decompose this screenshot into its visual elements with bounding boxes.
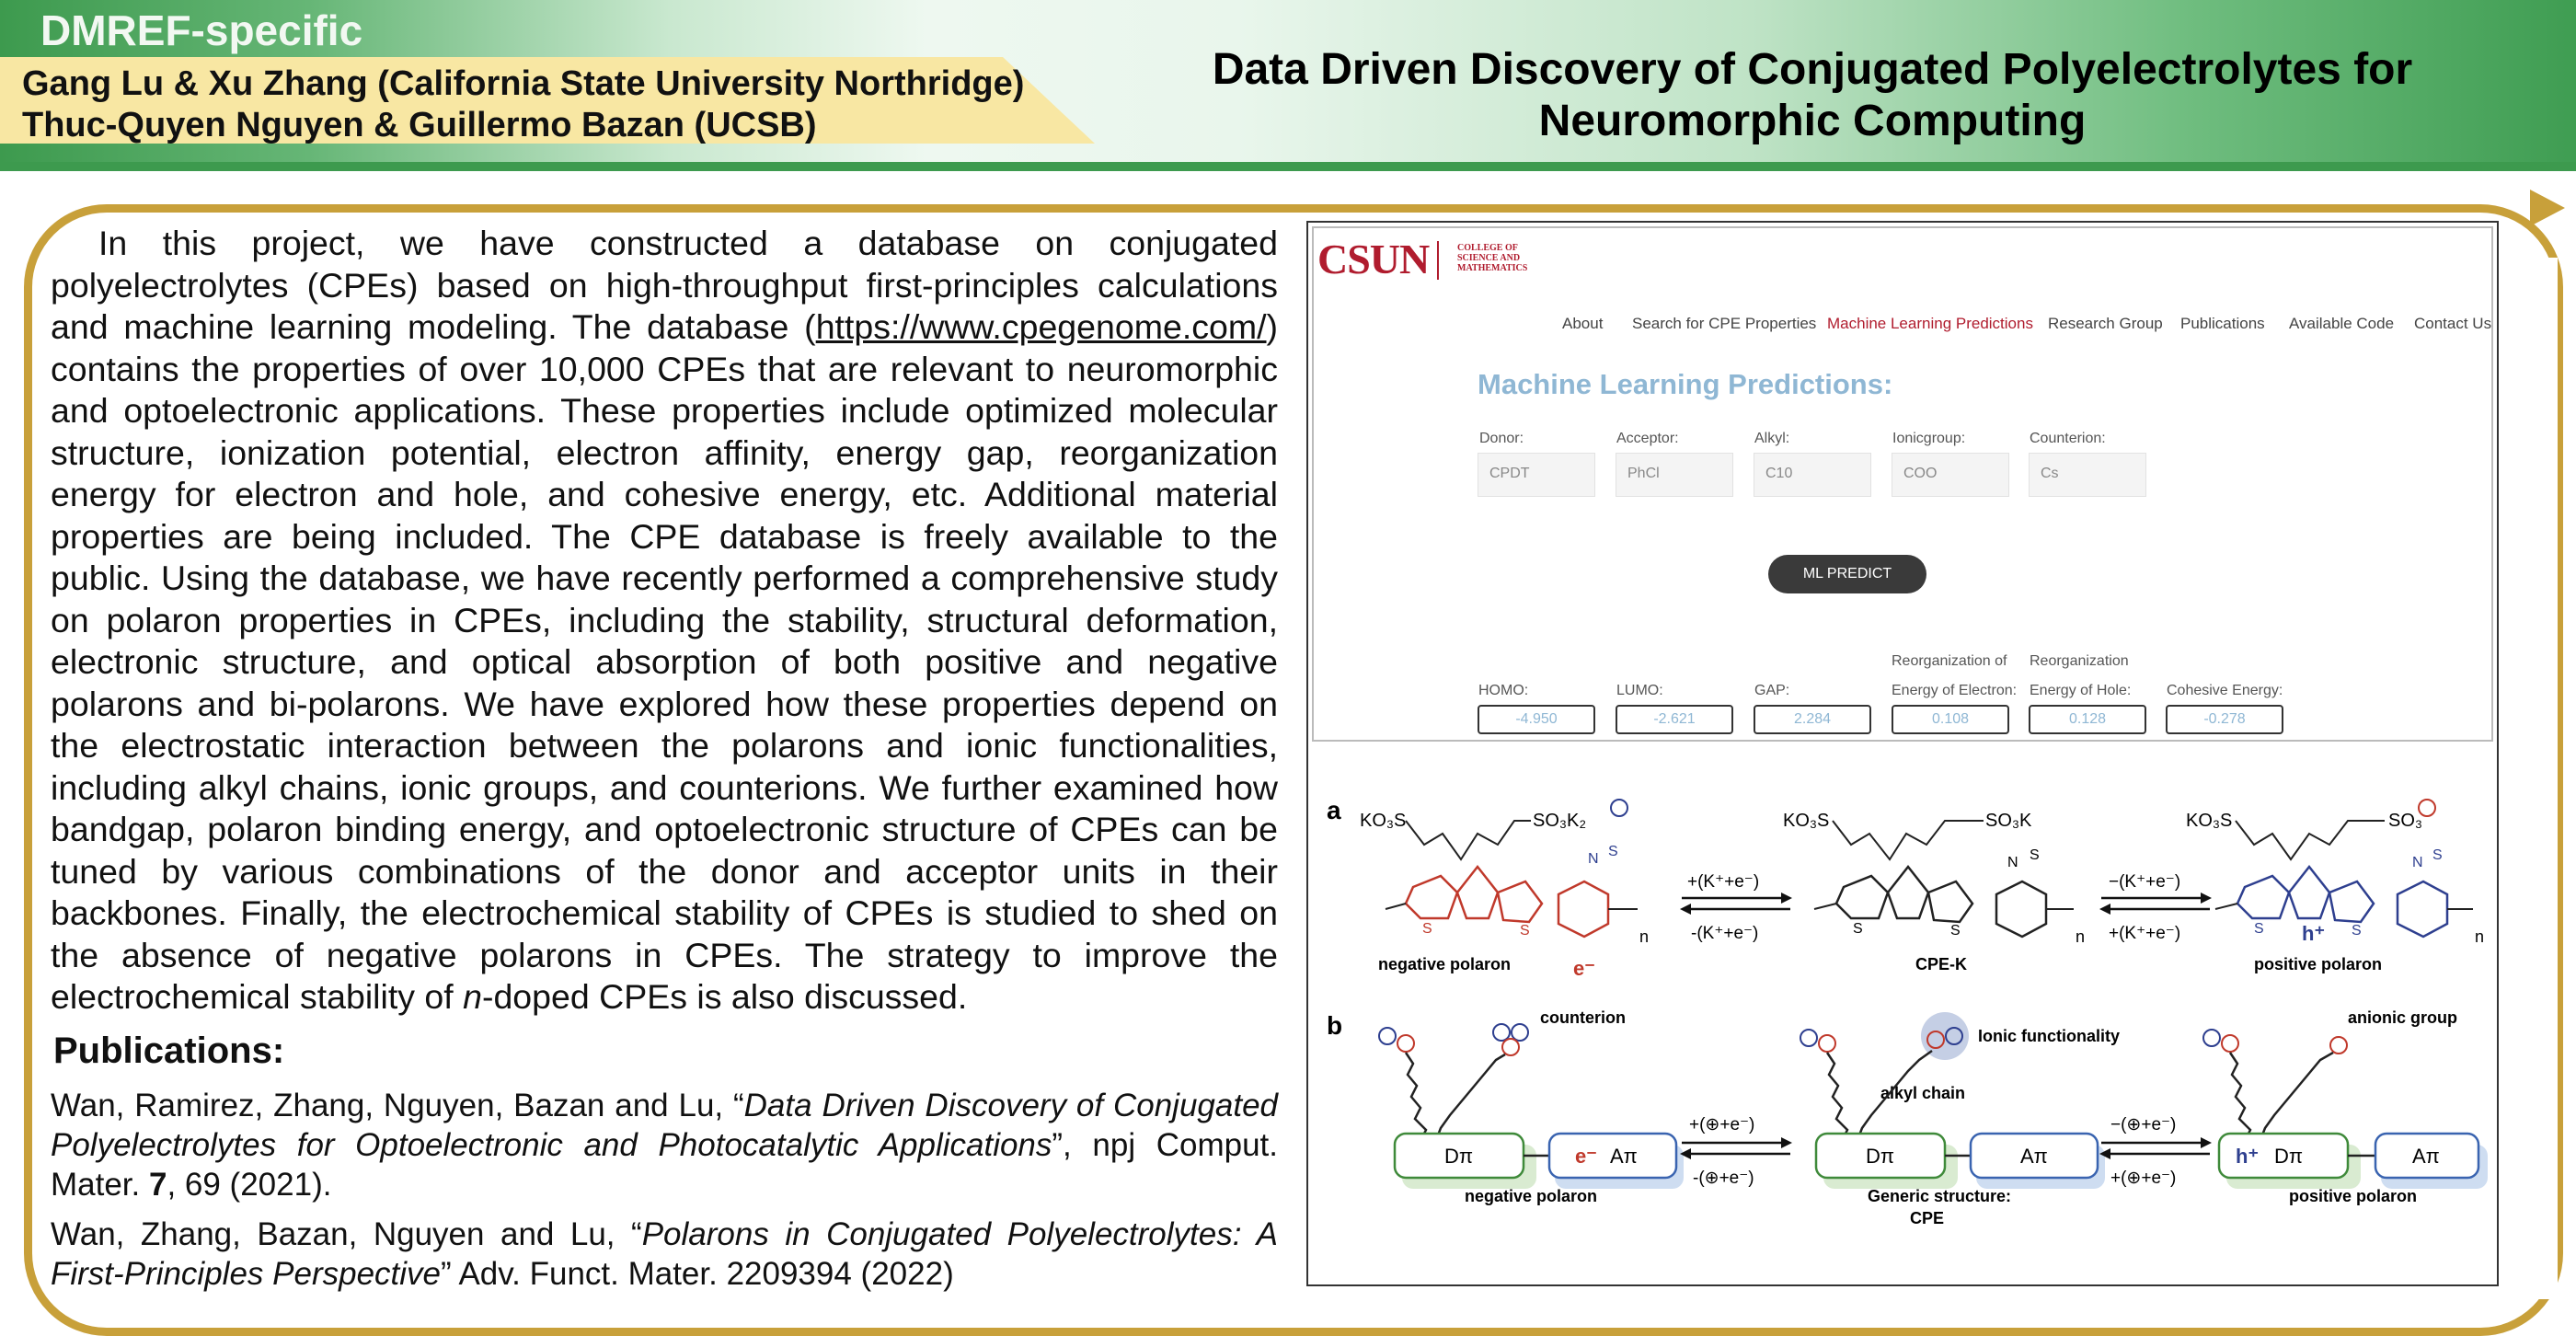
- acceptor-field[interactable]: PhCl: [1616, 453, 1733, 497]
- pub1-title: Data Driven Discovery of Conjugated Polyelectrolytes for Optoelectronic and Photocatalytic Applications: [51, 1088, 1278, 1163]
- schematic-negative: [1379, 1008, 1684, 1205]
- b-arrow-back-2: +(⊕+e⁻): [2110, 1169, 2177, 1188]
- gen-api: Aπ: [2020, 1145, 2048, 1168]
- arrows-a-right: [2099, 872, 2212, 943]
- pub1-journal: ”, npj Comput. Mater.: [51, 1127, 1278, 1203]
- mol1-label: negative polaron: [1378, 955, 1512, 973]
- authors-line-2: Thuc-Quyen Nguyen & Guillermo Bazan (UCSB): [22, 106, 817, 144]
- counterion-left-icon: [1379, 1028, 1396, 1044]
- college-line-1: COLLEGE OF: [1457, 243, 1518, 253]
- gap-value: 2.284: [1754, 705, 1871, 734]
- a-arrow-fwd-1: +(K⁺+e⁻): [1687, 872, 1760, 892]
- counterion-label: Counterion:: [2030, 431, 2106, 446]
- b-arrow-back-1: -(⊕+e⁻): [1693, 1169, 1754, 1188]
- alkyl-chain-label: alkyl chain: [1880, 1084, 1966, 1102]
- svg-text:S: S: [2254, 921, 2264, 937]
- gap-label: GAP:: [1754, 683, 1790, 698]
- mol1-electron: e⁻: [1573, 957, 1595, 980]
- authors-line-1: Gang Lu & Xu Zhang (California State University Northridge): [22, 64, 1025, 103]
- college-line-3: MATHEMATICS: [1457, 263, 1528, 273]
- ionic-functionality-label: Ionic functionality: [1978, 1027, 2121, 1045]
- pos-dpi: Dπ: [2274, 1145, 2304, 1168]
- generic-label-1: Generic structure:: [1868, 1187, 2012, 1205]
- mol1-ko3s: KO₃S: [1360, 811, 1407, 831]
- ml-heading: Machine Learning Predictions:: [1478, 368, 1893, 400]
- nav-search-cpe[interactable]: Search for CPE Properties: [1632, 315, 1817, 332]
- svg-text:S: S: [1950, 923, 1961, 939]
- publication-1: [51, 1086, 1278, 1204]
- desc-middle: ) contains the properties of over 10,000 CPEs that are relevant to neuromorphic and optoelectronic applications. These properties include optimized molecular structure, ionization potential, electron affinity, energy gap, reorganization energy for electron and hole, and cohesive energy, etc. Additional material properties are being included. The CPE database is freely available to the public. Using the database, we have recently performed a comprehensive study on polaron properties in CPEs, including the stability, structural deformation, electronic structure, and optical absorption of both positive and negative polarons and bi-polarons. We have explored how these properties depend on the electrostatic interaction between the polarons and ionic functionalities, including alkyl chains, ionic groups, and counterions. We further examined how bandgap, polaron binding energy, and optoelectronic structure of CPEs can be tuned by various combinations of the donor and acceptor units in their backbones. Finally, the electrochemical stability of CPEs is studied to shed on the absence of negative polarons in CPEs. The strategy to improve the electrochemical stability of: [51, 307, 1278, 1016]
- arrows-b-left: [1680, 1115, 1792, 1188]
- lumo-value: -2.621: [1616, 705, 1733, 734]
- reorg-hole-label: Energy of Hole:: [2030, 683, 2132, 698]
- mol2-so3k: SO₃K: [1985, 811, 2032, 831]
- neg-electron: e⁻: [1575, 1145, 1597, 1168]
- reorg-electron-value: 0.108: [1892, 705, 2009, 734]
- counterion-right-icon: [1493, 1024, 1510, 1041]
- pub2-rest: ” Adv. Funct. Mater. 2209394 (2022): [441, 1256, 954, 1292]
- neg-api: Aπ: [1610, 1145, 1638, 1168]
- schematic-positive: [2203, 1008, 2488, 1205]
- counterion-label: counterion: [1540, 1008, 1626, 1027]
- publication-2: [51, 1215, 1278, 1294]
- mol2-ko3s: KO₃S: [1783, 811, 1830, 831]
- mol3-label: positive polaron: [2254, 955, 2383, 973]
- schematic-generic: [1800, 1012, 2120, 1227]
- reorg-hole-label-top: Reorganization: [2030, 653, 2129, 669]
- alkyl-label: Alkyl:: [1754, 431, 1790, 446]
- college-name: [1457, 243, 1527, 273]
- reorg-electron-label-top: Reorganization of: [1892, 653, 2007, 669]
- svg-text:S: S: [1520, 923, 1530, 939]
- arrows-a-left: [1680, 872, 1792, 943]
- alkyl-field[interactable]: C10: [1754, 453, 1871, 497]
- counterion-field[interactable]: Cs: [2029, 453, 2146, 497]
- logo-divider: [1437, 241, 1439, 280]
- svg-text:S: S: [1853, 921, 1863, 937]
- molecule-cpe-k: [1783, 811, 2085, 973]
- mol2-n: n: [2076, 927, 2086, 946]
- mol3-so3: SO₃: [2388, 811, 2423, 831]
- svg-text:S: S: [1422, 921, 1432, 937]
- pos-api: Aπ: [2412, 1145, 2440, 1168]
- database-link[interactable]: https://www.cpegenome.com/: [815, 307, 1267, 346]
- college-line-2: SCIENCE AND: [1457, 253, 1521, 263]
- negative-charge-icon: [2419, 800, 2435, 816]
- mol2-label: CPE-K: [1915, 955, 1968, 973]
- nav-publications[interactable]: Publications: [2180, 315, 2265, 332]
- donor-field[interactable]: CPDT: [1478, 453, 1595, 497]
- title-line-2: Neuromorphic Computing: [1538, 97, 2087, 145]
- svg-text:S: S: [1608, 844, 1618, 859]
- frame-gap: [2521, 258, 2558, 1299]
- svg-text:N: N: [2412, 855, 2423, 870]
- b-arrow-fwd-1: +(⊕+e⁻): [1689, 1115, 1755, 1134]
- program-tag: DMREF-specific: [40, 6, 363, 54]
- nav-research-group[interactable]: Research Group: [2048, 315, 2163, 332]
- poster-title: [1159, 44, 2466, 147]
- pub1-volume: 7: [148, 1167, 167, 1203]
- mol3-ko3s: KO₃S: [2186, 811, 2233, 831]
- generic-label-2: CPE: [1910, 1209, 1945, 1227]
- panel-a-label: a: [1327, 796, 1341, 824]
- nav-contact-us[interactable]: Contact Us: [2414, 315, 2492, 332]
- b-neg-label: negative polaron: [1465, 1187, 1598, 1205]
- homo-value: -4.950: [1478, 705, 1595, 734]
- title-line-1: Data Driven Discovery of Conjugated Polyelectrolytes for: [1212, 45, 2413, 94]
- molecule-negative-polaron: [1360, 800, 1649, 980]
- pub1-authors: Wan, Ramirez, Zhang, Nguyen, Bazan and Lu, “: [51, 1088, 744, 1123]
- pub1-rest: , 69 (2021).: [167, 1167, 332, 1203]
- ml-predict-button[interactable]: ML PREDICT: [1768, 555, 1926, 593]
- neg-dpi: Dπ: [1444, 1145, 1474, 1168]
- header-divider: [0, 162, 2576, 171]
- a-arrow-back-1: -(K⁺+e⁻): [1691, 924, 1759, 943]
- mol3-hole: h⁺: [2302, 922, 2326, 945]
- b-pos-label: positive polaron: [2289, 1187, 2418, 1205]
- svg-text:S: S: [2030, 847, 2040, 863]
- mol1-n: n: [1639, 927, 1650, 946]
- pos-hole: h⁺: [2236, 1145, 2260, 1168]
- project-description: [51, 223, 1278, 1019]
- svg-text:N: N: [1588, 851, 1599, 867]
- reorg-hole-value: 0.128: [2029, 705, 2146, 734]
- homo-label: HOMO:: [1478, 683, 1529, 698]
- svg-text:S: S: [2352, 923, 2362, 939]
- a-arrow-fwd-2: −(K⁺+e⁻): [2109, 872, 2181, 892]
- acceptor-label: Acceptor:: [1616, 431, 1679, 446]
- molecule-positive-polaron: [2186, 800, 2484, 973]
- publications-heading: Publications:: [53, 1031, 285, 1071]
- anionic-group-icon: [2330, 1037, 2347, 1054]
- nav-ml-predictions[interactable]: Machine Learning Predictions: [1827, 315, 2033, 332]
- ionicgroup-label: Ionicgroup:: [1892, 431, 1966, 446]
- b-arrow-fwd-2: −(⊕+e⁻): [2110, 1115, 2177, 1134]
- anionic-group-label: anionic group: [2348, 1008, 2457, 1027]
- cohesive-value: -0.278: [2166, 705, 2283, 734]
- svg-text:N: N: [2007, 855, 2018, 870]
- reorg-electron-label: Energy of Electron:: [1892, 683, 2018, 698]
- desc-start: In this project, we have constructed a database on conjugated polyelectrolytes (CPEs) based on high-throughput first-principles calculations and machine learning modeling. The database (: [51, 224, 1278, 346]
- polaron-figure: [1312, 747, 2493, 1281]
- cohesive-label: Cohesive Energy:: [2167, 683, 2283, 698]
- lumo-label: LUMO:: [1616, 683, 1663, 698]
- nav-about[interactable]: About: [1562, 315, 1604, 332]
- desc-end: -doped CPEs is also discussed.: [481, 977, 968, 1016]
- a-arrow-back-2: +(K⁺+e⁻): [2109, 924, 2181, 943]
- desc-italic-n: n: [463, 977, 482, 1016]
- positive-charge-icon: [1611, 800, 1627, 816]
- panel-b-label: b: [1327, 1011, 1343, 1040]
- nav-available-code[interactable]: Available Code: [2289, 315, 2395, 332]
- gen-dpi: Dπ: [1866, 1145, 1895, 1168]
- mol1-so3k2: SO₃K₂: [1533, 811, 1587, 831]
- frame-arrow-icon: [2530, 190, 2565, 226]
- mol3-n: n: [2475, 927, 2485, 946]
- pub2-title: Polarons in Conjugated Polyelectrolytes: A First-Principles Perspective: [51, 1216, 1278, 1292]
- ionicgroup-field[interactable]: COO: [1892, 453, 2009, 497]
- arrows-b-right: [2099, 1115, 2212, 1188]
- donor-label: Donor:: [1479, 431, 1524, 446]
- pub2-authors: Wan, Zhang, Bazan, Nguyen and Lu, “: [51, 1216, 642, 1252]
- svg-text:S: S: [2432, 847, 2443, 863]
- csun-logo[interactable]: CSUN: [1317, 236, 1430, 282]
